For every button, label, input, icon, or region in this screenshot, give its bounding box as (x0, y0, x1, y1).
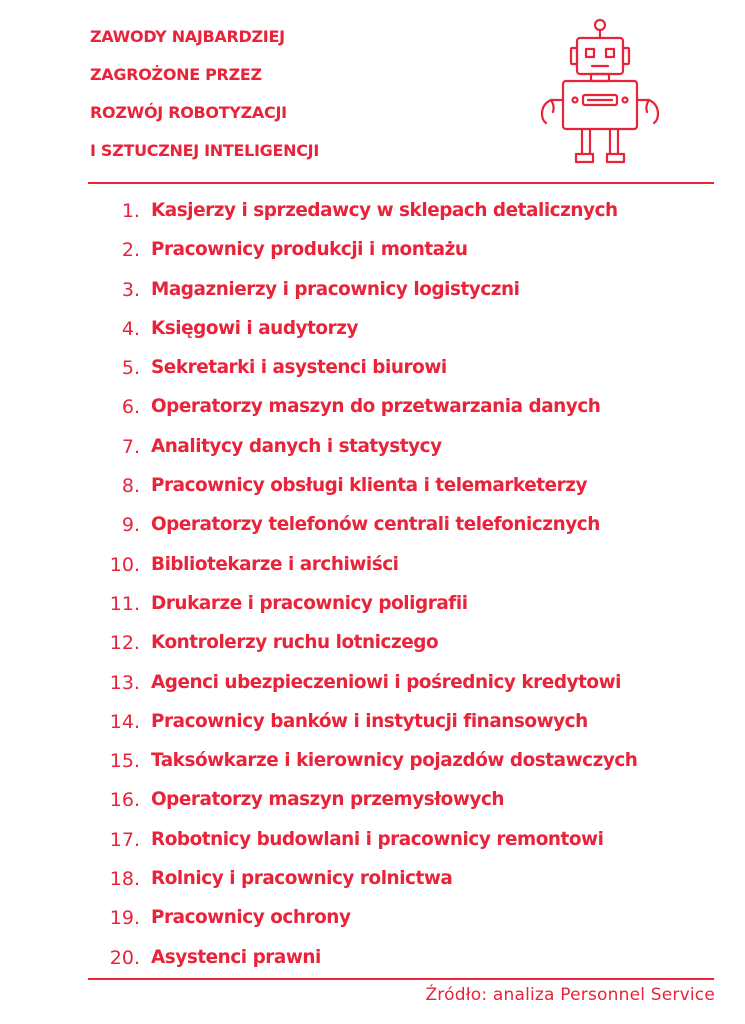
page-title (90, 18, 550, 170)
list-item (0, 940, 745, 979)
list-item (0, 822, 745, 861)
item-number: 3. (121, 278, 140, 301)
item-number: 1. (121, 200, 140, 222)
item-label: Taksówkarze i kierownicy pojazdów dostawczych (151, 750, 638, 772)
item-number: 19. (109, 907, 140, 930)
item-label: Robotnicy budowlani i pracownicy remontowi (151, 828, 604, 850)
item-label: Agenci ubezpieczeniowi i pośrednicy kredytowi (151, 671, 621, 693)
list-item (0, 586, 745, 625)
list-item (0, 350, 745, 389)
item-label: Operatorzy maszyn do przetwarzania danych (151, 396, 601, 418)
list-item (0, 507, 745, 546)
item-label: Kasjerzy i sprzedawcy w sklepach detalicznych (151, 200, 618, 221)
item-number: 2. (121, 239, 140, 262)
item-label: Bibliotekarze i archiwiści (151, 553, 399, 575)
item-number: 15. (109, 750, 140, 773)
list-item (0, 861, 745, 900)
list-item (0, 311, 745, 350)
robot-icon (535, 16, 665, 171)
list-item (0, 272, 745, 311)
item-number: 4. (121, 317, 140, 340)
item-label: Magaznierzy i pracownicy logistyczni (151, 278, 520, 300)
item-number: 17. (109, 828, 140, 851)
list-item (0, 900, 745, 939)
list-item (0, 547, 745, 586)
item-number: 6. (121, 396, 140, 419)
item-number: 8. (121, 475, 140, 498)
title-line-4: I SZTUCZNEJ INTELIGENCJI (90, 141, 319, 160)
item-number: 10. (109, 553, 140, 576)
item-label: Rolnicy i pracownicy rolnictwa (151, 868, 453, 890)
list-item (0, 468, 745, 507)
item-label: Pracownicy ochrony (151, 907, 351, 929)
item-number: 12. (109, 632, 140, 655)
occupations-list (0, 193, 745, 979)
list-item (0, 665, 745, 704)
title-line-2: ZAGROŻONE PRZEZ (90, 65, 262, 84)
list-item (0, 782, 745, 821)
item-number: 16. (109, 789, 140, 812)
title-line-3: ROZWÓJ ROBOTYZACJI (90, 103, 287, 122)
item-number: 18. (109, 868, 140, 891)
item-label: Pracownicy banków i instytucji finansowych (151, 710, 588, 732)
list-item (0, 743, 745, 782)
top-divider (88, 182, 714, 184)
bottom-divider (88, 978, 714, 980)
list-item (0, 625, 745, 664)
list-item (0, 429, 745, 468)
item-number: 14. (109, 710, 140, 733)
list-item (0, 232, 745, 271)
title-line-1: ZAWODY NAJBARDZIEJ (90, 27, 285, 46)
list-item (0, 704, 745, 743)
item-number: 11. (109, 592, 140, 615)
source-note: Źródło: analiza Personnel Service (425, 985, 715, 1005)
item-label: Asystenci prawni (151, 946, 321, 968)
item-label: Sekretarki i asystenci biurowi (151, 357, 447, 379)
item-number: 13. (109, 671, 140, 694)
item-label: Operatorzy telefonów centrali telefonicznych (151, 514, 600, 536)
item-label: Pracownicy obsługi klienta i telemarketerzy (151, 475, 587, 497)
item-number: 7. (121, 435, 140, 458)
item-label: Analitycy danych i statystycy (151, 435, 442, 457)
list-item (0, 389, 745, 428)
item-number: 5. (121, 357, 140, 380)
item-number: 20. (109, 946, 140, 969)
item-label: Kontrolerzy ruchu lotniczego (151, 632, 439, 654)
item-number: 9. (121, 514, 140, 537)
list-item (0, 193, 745, 232)
item-label: Pracownicy produkcji i montażu (151, 239, 468, 261)
item-label: Drukarze i pracownicy poligrafii (151, 592, 468, 614)
item-label: Księgowi i audytorzy (151, 317, 359, 339)
item-label: Operatorzy maszyn przemysłowych (151, 789, 505, 811)
